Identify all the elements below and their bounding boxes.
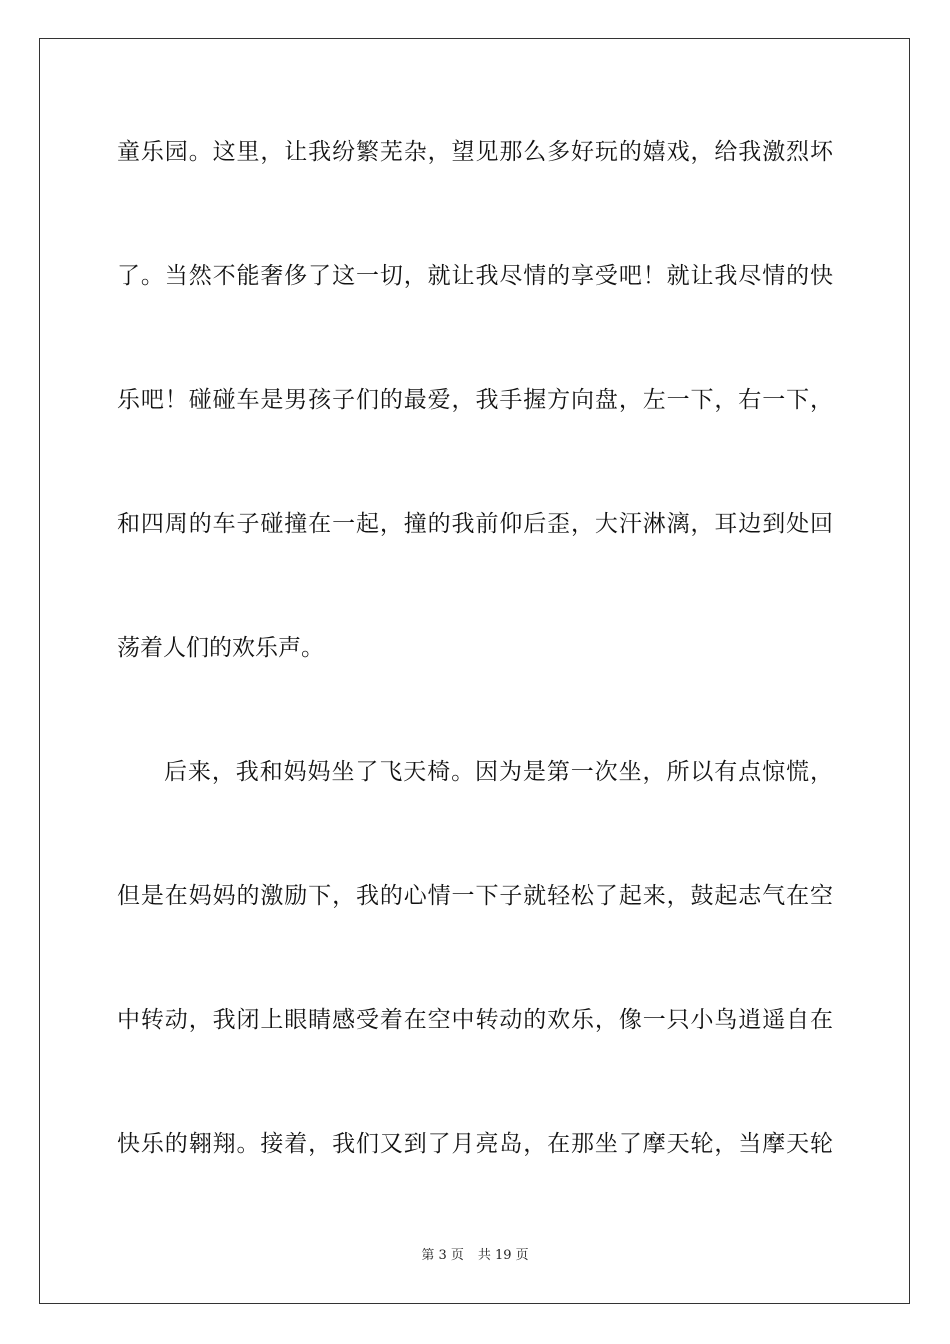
page-border [39, 38, 910, 1304]
body-text-line: 荡着人们的欢乐声。 [117, 635, 324, 661]
body-text-line: 但是在妈妈的激励下，我的心情一下子就轻松了起来，鼓起志气在空 [117, 883, 833, 909]
page-footer [0, 1248, 950, 1264]
body-text-line: 童乐园。这里，让我纷繁芜杂，望见那么多好玩的嬉戏，给我激烈坏 [117, 139, 833, 165]
page-total: 共 19 页 [477, 1248, 529, 1263]
body-text-line: 了。当然不能奢侈了这一切，就让我尽情的享受吧！就让我尽情的快 [117, 263, 833, 289]
body-text-line: 和四周的车子碰撞在一起，撞的我前仰后歪，大汗淋漓，耳边到处回 [117, 511, 833, 537]
body-text-line: 中转动，我闭上眼睛感受着在空中转动的欢乐，像一只小鸟逍遥自在 [117, 1007, 833, 1033]
page-number: 第 3 页 [421, 1248, 464, 1263]
paragraph-first-line: 后来，我和妈妈坐了飞天椅。因为是第一次坐，所以有点惊慌， [164, 759, 833, 785]
body-text-line: 乐吧！碰碰车是男孩子们的最爱，我手握方向盘，左一下，右一下， [117, 387, 833, 413]
body-text-line: 快乐的翱翔。接着，我们又到了月亮岛，在那坐了摩天轮，当摩天轮 [117, 1131, 833, 1157]
